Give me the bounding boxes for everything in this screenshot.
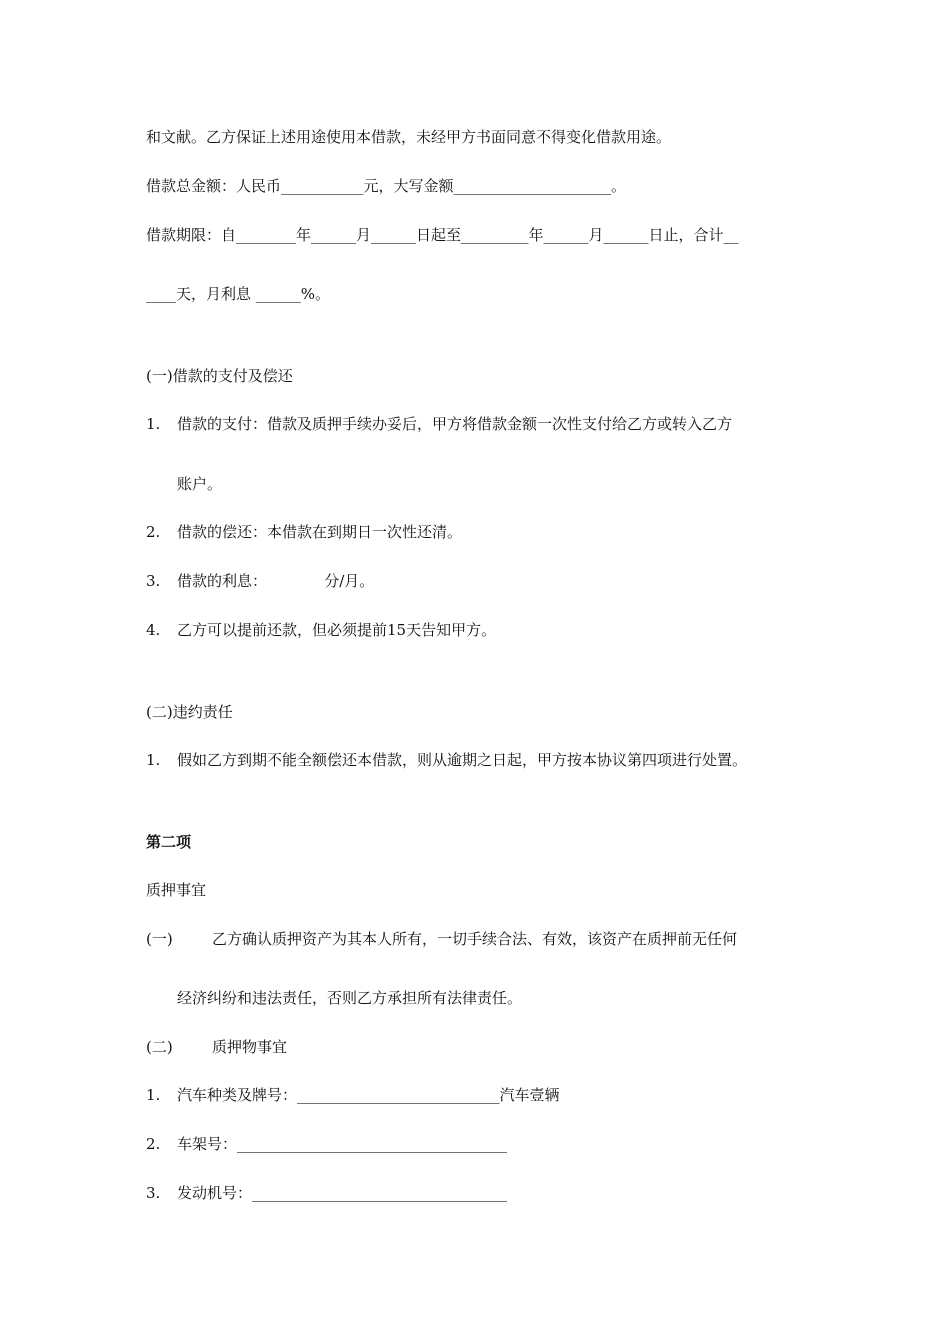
section-payment-title: (一)借款的支付及偿还 bbox=[146, 367, 293, 385]
list-item-payment-continued: 账户。 bbox=[177, 475, 223, 493]
field-vehicle-type-plate: 汽车种类及牌号：___________________________汽车壹辆 bbox=[177, 1086, 560, 1104]
list-item-payment: 借款的支付：借款及质押手续办妥后，甲方将借款金额一次性支付给乙方或转入乙方 bbox=[177, 415, 733, 433]
field-frame-number: 车架号：____________________________________ bbox=[177, 1135, 508, 1153]
list-number: 1. bbox=[146, 751, 161, 769]
list-item-repayment: 借款的偿还：本借款在到期日一次性还清。 bbox=[177, 523, 463, 541]
list-item-early-repayment: 乙方可以提前还款，但必须提前15天告知甲方。 bbox=[177, 621, 497, 639]
clause-number: (一) bbox=[146, 930, 173, 948]
list-item-breach: 假如乙方到期不能全额偿还本借款，则从逾期之日起，甲方按本协议第四项进行处置。 bbox=[177, 751, 748, 769]
list-number: 2. bbox=[146, 523, 161, 541]
paragraph-total-amount: 借款总金额：人民币___________元，大写金额_____________________。 bbox=[146, 177, 627, 195]
clause-collateral: 质押物事宜 bbox=[212, 1038, 288, 1056]
list-number: 3. bbox=[146, 1184, 161, 1202]
list-item-interest: 借款的利息： 分/月。 bbox=[177, 572, 375, 590]
list-number: 1. bbox=[146, 1086, 161, 1104]
list-number: 1. bbox=[146, 415, 161, 433]
list-number: 4. bbox=[146, 621, 161, 639]
clause-number: (二) bbox=[146, 1038, 173, 1056]
paragraph-loan-term: 借款期限：自________年______月______日起至_________年______月______日止，合计__ bbox=[146, 226, 739, 244]
clause-ownership: 乙方确认质押资产为其本人所有，一切手续合法、有效，该资产在质押前无任何 bbox=[212, 930, 738, 948]
paragraph-usage: 和文献。乙方保证上述用途使用本借款，未经甲方书面同意不得变化借款用途。 bbox=[146, 128, 672, 146]
list-number: 2. bbox=[146, 1135, 161, 1153]
section-breach-title: (二)违约责任 bbox=[146, 703, 233, 721]
paragraph-interest: ____天，月利息 ______%。 bbox=[146, 285, 331, 303]
list-number: 3. bbox=[146, 572, 161, 590]
field-engine-number: 发动机号：__________________________________ bbox=[177, 1184, 508, 1202]
section-heading: 第二项 bbox=[146, 833, 192, 851]
clause-ownership-continued: 经济纠纷和违法责任，否则乙方承担所有法律责任。 bbox=[177, 989, 523, 1007]
section-subheading: 质押事宜 bbox=[146, 881, 207, 899]
